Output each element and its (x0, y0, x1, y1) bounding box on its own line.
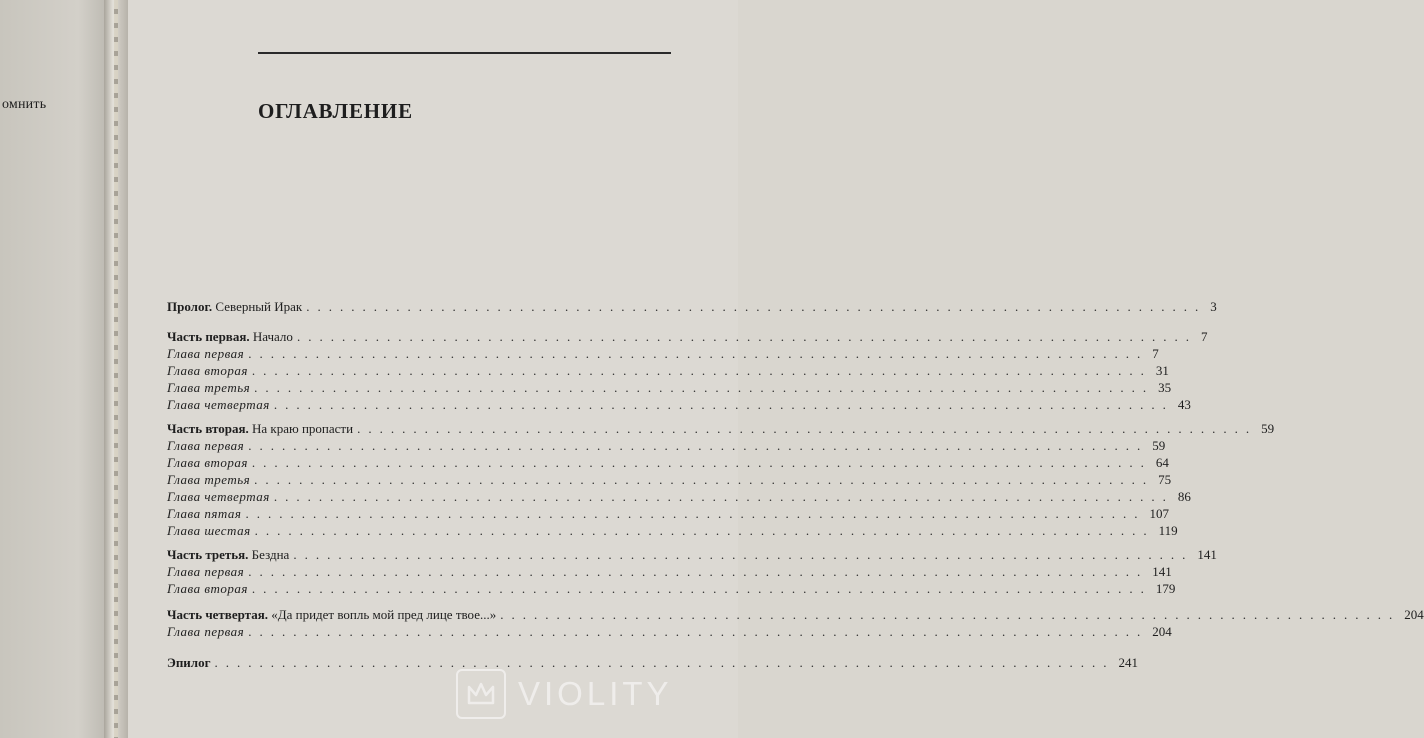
toc-entry-page-number: 31 (1155, 363, 1169, 378)
leader-dots: ................................................................................ (254, 472, 1155, 487)
toc-entry-chapter[interactable] (167, 505, 1169, 522)
toc-entry-italic: Глава третья (167, 472, 251, 487)
toc-entry-chapter[interactable] (167, 623, 1172, 640)
leader-dots: ................................................................................ (248, 346, 1149, 361)
left-page-text-fragment: омнить (2, 97, 47, 112)
toc-entry-page-number: 119 (1158, 523, 1178, 538)
leader-dots: ................................................................................ (357, 421, 1258, 436)
toc-entry-bold: Эпилог (167, 655, 211, 670)
toc-entry-text: Северный Ирак (212, 299, 303, 314)
leader-dots: ................................................................................ (254, 380, 1155, 395)
toc-entry-italic: Глава вторая (167, 363, 248, 378)
leader-dots: ................................................................................ (293, 547, 1194, 562)
header-rule (258, 52, 671, 54)
leader-dots: ................................................................................ (214, 655, 1115, 670)
toc-entry-page-number: 241 (1118, 655, 1138, 670)
toc-entry-bold: Часть первая. (167, 329, 250, 344)
left-page (0, 0, 112, 738)
toc-entry-italic: Глава пятая (167, 506, 242, 521)
toc-entry-bold: Часть вторая. (167, 421, 249, 436)
leader-dots: ................................................................................ (248, 438, 1149, 453)
leader-dots: ................................................................................ (254, 523, 1155, 538)
leader-dots: ................................................................................ (251, 455, 1152, 470)
toc-entry-text: Начало (249, 329, 293, 344)
leader-dots: ................................................................................ (251, 363, 1152, 378)
toc-entry-chapter[interactable] (167, 362, 1169, 379)
toc-entry-prologue[interactable] (167, 298, 1217, 315)
toc-entry-italic: Глава первая (167, 624, 245, 639)
toc-entry-bold: Пролог. (167, 299, 213, 314)
leader-dots: ................................................................................ (273, 397, 1174, 412)
leader-dots: ................................................................................ (248, 624, 1149, 639)
leader-dots: ................................................................................ (306, 299, 1207, 314)
toc-entry-page-number: 35 (1158, 380, 1172, 395)
toc-entry-page-number: 107 (1149, 506, 1169, 521)
toc-entry-chapter[interactable] (167, 563, 1172, 580)
toc-entry-italic: Глава шестая (167, 523, 251, 538)
leader-dots: ................................................................................ (248, 564, 1149, 579)
leader-dots: ................................................................................ (245, 506, 1146, 521)
leader-dots: ................................................................................ (273, 489, 1174, 504)
toc-entry-page-number: 59 (1261, 421, 1275, 436)
page-title: ОГЛАВЛЕНИЕ (258, 99, 413, 123)
leader-dots: ................................................................................ (500, 607, 1401, 622)
toc-entry-part-4[interactable] (167, 606, 1424, 623)
toc-entry-chapter[interactable] (167, 437, 1166, 454)
toc-entry-page-number: 179 (1155, 581, 1176, 596)
toc-entry-page-number: 64 (1155, 455, 1169, 470)
toc-entry-chapter[interactable] (167, 471, 1172, 488)
toc-entry-italic: Глава третья (167, 380, 251, 395)
toc-entry-italic: Глава четвертая (167, 397, 270, 412)
toc-entry-page-number: 59 (1152, 438, 1166, 453)
toc-entry-part-3[interactable] (167, 546, 1217, 563)
toc-entry-part-1[interactable] (167, 328, 1208, 345)
toc-entry-page-number: 75 (1158, 472, 1172, 487)
toc-entry-page-number: 204 (1152, 624, 1172, 639)
crown-icon (456, 669, 506, 719)
toc-entry-italic: Глава вторая (167, 455, 248, 470)
toc-entry-page-number: 141 (1197, 547, 1217, 562)
watermark (456, 668, 726, 720)
toc-entry-text: «Да придет вопль мой пред лице твое...» (268, 607, 497, 622)
toc-entry-italic: Глава четвертая (167, 489, 270, 504)
toc-entry-chapter[interactable] (167, 345, 1159, 362)
toc-entry-chapter[interactable] (167, 379, 1172, 396)
toc-entry-italic: Глава первая (167, 438, 245, 453)
toc-entry-page-number: 86 (1177, 489, 1191, 504)
toc-entry-italic: Глава вторая (167, 581, 248, 596)
toc-entry-text: На краю пропасти (248, 421, 354, 436)
toc-entry-part-2[interactable] (167, 420, 1275, 437)
toc-entry-chapter[interactable] (167, 522, 1178, 539)
toc-entry-page-number: 7 (1152, 346, 1159, 361)
toc-entry-bold: Часть третья. (167, 547, 249, 562)
toc-entry-chapter[interactable] (167, 580, 1176, 597)
toc-entry-chapter[interactable] (167, 454, 1169, 471)
leader-dots: ................................................................................ (251, 581, 1152, 596)
toc-entry-text: Бездна (248, 547, 290, 562)
toc-entry-bold: Часть четвертая. (167, 607, 268, 622)
toc-entry-chapter[interactable] (167, 488, 1191, 505)
toc-entry-page-number: 7 (1200, 329, 1208, 344)
toc-entry-chapter[interactable] (167, 396, 1191, 413)
binding-stitch (114, 0, 118, 738)
toc-entry-page-number: 204 (1404, 607, 1424, 622)
leader-dots: ................................................................................ (296, 329, 1197, 344)
toc-entry-page-number: 43 (1177, 397, 1191, 412)
toc-entry-italic: Глава первая (167, 346, 245, 361)
toc-entry-page-number: 141 (1152, 564, 1172, 579)
watermark-text: VIOLITY (518, 675, 673, 712)
toc-entry-italic: Глава первая (167, 564, 245, 579)
toc-entry-page-number: 3 (1210, 299, 1217, 314)
